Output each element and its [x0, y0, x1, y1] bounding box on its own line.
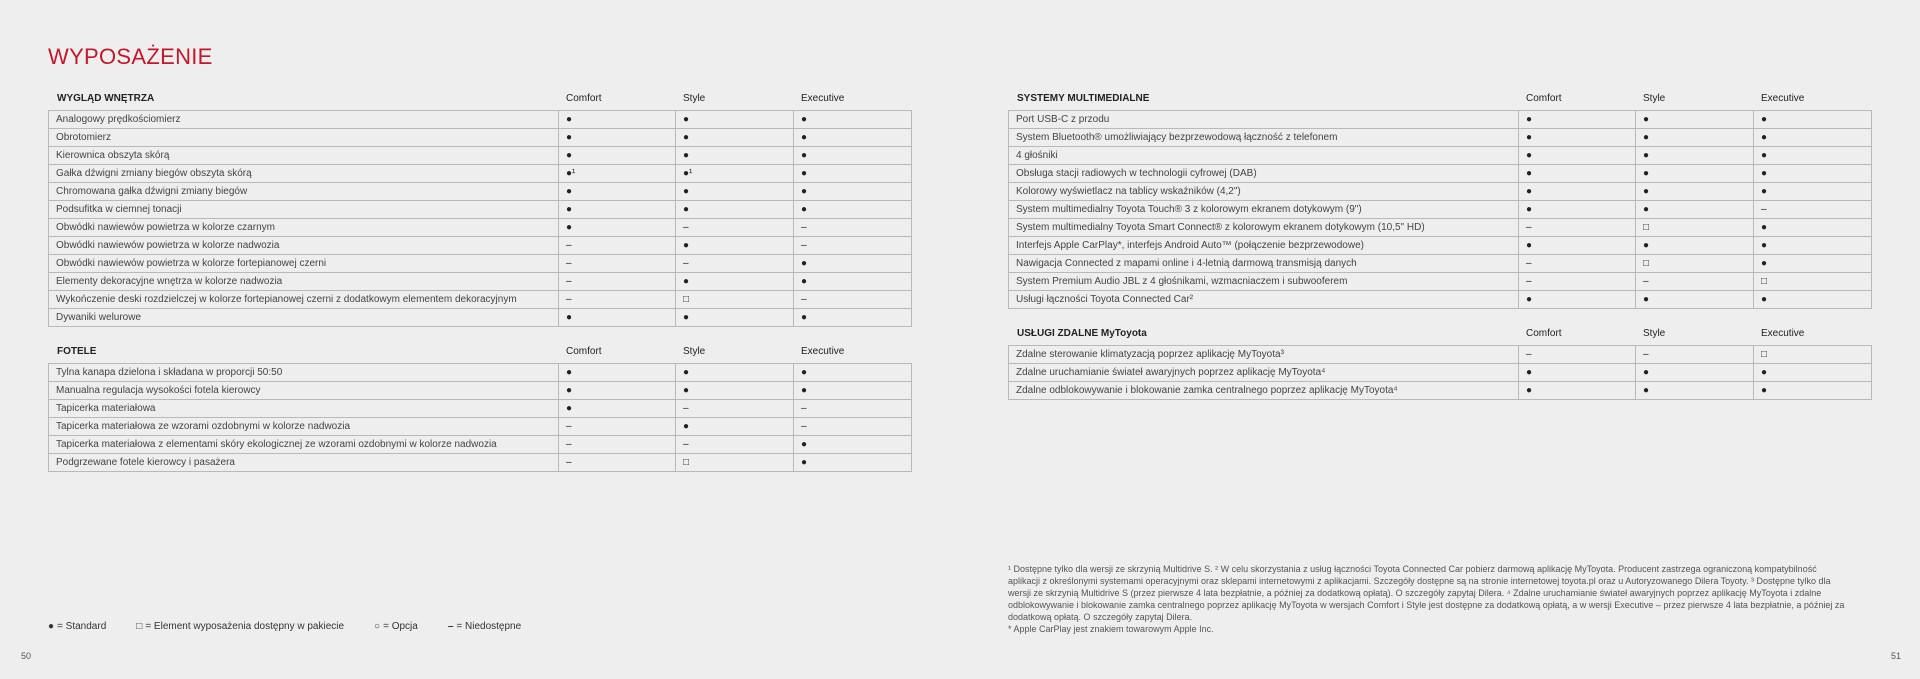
availability-style: –: [676, 219, 794, 237]
table-row: [49, 364, 912, 382]
availability-comfort: ●: [559, 364, 676, 382]
availability-executive: ●: [794, 147, 912, 165]
availability-comfort: ●: [559, 400, 676, 418]
column-header-executive: Executive: [1761, 92, 1805, 104]
availability-style: ●: [1636, 201, 1754, 219]
feature-name: Elementy dekoracyjne wnętrza w kolorze nadwozia: [49, 273, 559, 291]
table-row: [1009, 165, 1872, 183]
availability-style: –: [676, 436, 794, 454]
legend-standard-symbol: ●: [48, 621, 55, 632]
feature-name: Obwódki nawiewów powietrza w kolorze nadwozia: [49, 237, 559, 255]
availability-style: ●: [676, 183, 794, 201]
column-header-style: Style: [1643, 92, 1666, 104]
availability-comfort: ●: [1519, 147, 1636, 165]
availability-executive: ●: [1754, 183, 1872, 201]
column-header-style: Style: [683, 345, 706, 357]
availability-executive: ●: [1754, 219, 1872, 237]
availability-comfort: ●: [559, 219, 676, 237]
availability-comfort: ●: [559, 147, 676, 165]
section-heading: FOTELE: [57, 345, 97, 357]
table-row: [49, 255, 912, 273]
feature-name: Nawigacja Connected z mapami online i 4-letnią darmową transmisją danych: [1009, 255, 1519, 273]
table-row: [49, 129, 912, 147]
availability-comfort: –: [559, 237, 676, 255]
availability-executive: ●: [1754, 129, 1872, 147]
availability-style: –: [676, 400, 794, 418]
table-row: [49, 219, 912, 237]
availability-style: ●: [676, 273, 794, 291]
table-row: [1009, 129, 1872, 147]
availability-executive: ●: [794, 382, 912, 400]
availability-style: ●: [676, 382, 794, 400]
legend-standard: [48, 621, 106, 632]
availability-executive: ●: [794, 111, 912, 129]
footnote-apple: * Apple CarPlay jest znakiem towarowym Apple Inc.: [1008, 624, 1214, 634]
availability-executive: ●: [794, 273, 912, 291]
availability-comfort: –: [559, 418, 676, 436]
availability-comfort: ●: [1519, 291, 1636, 309]
availability-comfort: ●: [559, 201, 676, 219]
table-row: [1009, 219, 1872, 237]
availability-comfort: –: [1519, 219, 1636, 237]
table-row: [49, 436, 912, 454]
feature-table: [1008, 345, 1872, 400]
availability-style: ●: [1636, 364, 1754, 382]
availability-comfort: ●: [1519, 364, 1636, 382]
table-row: [49, 454, 912, 472]
availability-executive: ●: [1754, 237, 1872, 255]
feature-table: [48, 110, 912, 327]
availability-style: ●: [1636, 291, 1754, 309]
availability-style: ●: [676, 201, 794, 219]
availability-comfort: –: [1519, 346, 1636, 364]
column-header-executive: Executive: [801, 92, 845, 104]
legend-package-symbol: □: [136, 621, 143, 632]
section-heading: WYGLĄD WNĘTRZA: [57, 92, 155, 104]
column-header-comfort: Comfort: [1526, 92, 1562, 104]
availability-executive: ●: [1754, 364, 1872, 382]
availability-executive: –: [1754, 201, 1872, 219]
availability-executive: ●: [794, 201, 912, 219]
availability-style: ●: [1636, 183, 1754, 201]
feature-name: Podsufitka w ciemnej tonacji: [49, 201, 559, 219]
availability-executive: ●: [794, 129, 912, 147]
legend-standard-label: = Standard: [57, 621, 107, 632]
table-row: [1009, 111, 1872, 129]
availability-executive: □: [1754, 346, 1872, 364]
availability-style: –: [1636, 346, 1754, 364]
table-row: [49, 418, 912, 436]
legend-package-label: = Element wyposażenia dostępny w pakiecie: [145, 621, 345, 632]
table-row: [1009, 382, 1872, 400]
availability-executive: ●: [1754, 147, 1872, 165]
availability-style: □: [676, 454, 794, 472]
feature-name: System Bluetooth® umożliwiający bezprzewodową łączność z telefonem: [1009, 129, 1519, 147]
availability-executive: ●: [794, 183, 912, 201]
page-title: WYPOSAŻENIE: [48, 44, 213, 69]
availability-style: ●: [1636, 111, 1754, 129]
table-row: [1009, 273, 1872, 291]
legend-unavailable-symbol: –: [447, 621, 454, 632]
availability-executive: ●: [794, 364, 912, 382]
table-row: [49, 147, 912, 165]
availability-style: ●: [1636, 129, 1754, 147]
feature-name: System Premium Audio JBL z 4 głośnikami, wzmacniaczem i subwooferem: [1009, 273, 1519, 291]
availability-style: ●: [676, 364, 794, 382]
column-header-comfort: Comfort: [1526, 327, 1562, 339]
feature-name: Dywaniki welurowe: [49, 309, 559, 327]
feature-name: 4 głośniki: [1009, 147, 1519, 165]
feature-name: Podgrzewane fotele kierowcy i pasażera: [49, 454, 559, 472]
table-row: [49, 201, 912, 219]
availability-executive: ●: [794, 309, 912, 327]
availability-executive: ●: [1754, 111, 1872, 129]
table-row: [1009, 346, 1872, 364]
feature-name: Zdalne odblokowywanie i blokowanie zamka centralnego poprzez aplikację MyToyota⁴: [1009, 382, 1519, 400]
feature-table: [48, 363, 912, 472]
table-row: [1009, 255, 1872, 273]
availability-comfort: ●: [1519, 201, 1636, 219]
feature-name: Gałka dźwigni zmiany biegów obszyta skórą: [49, 165, 559, 183]
availability-executive: ●: [794, 165, 912, 183]
legend-package: [136, 621, 344, 632]
availability-comfort: –: [559, 255, 676, 273]
feature-name: System multimedialny Toyota Touch® 3 z kolorowym ekranem dotykowym (9"): [1009, 201, 1519, 219]
availability-style: ●: [676, 129, 794, 147]
feature-name: Obsługa stacji radiowych w technologii cyfrowej (DAB): [1009, 165, 1519, 183]
legend-unavailable: [448, 621, 521, 632]
availability-comfort: ●¹: [559, 165, 676, 183]
table-row: [1009, 237, 1872, 255]
availability-executive: ●: [1754, 291, 1872, 309]
availability-executive: ●: [1754, 382, 1872, 400]
table-row: [1009, 147, 1872, 165]
feature-name: Tapicerka materiałowa z elementami skóry ekologicznej ze wzorami ozdobnymi w kolorze nadwozia: [49, 436, 559, 454]
availability-style: ●: [676, 111, 794, 129]
availability-style: –: [676, 255, 794, 273]
availability-style: ●: [1636, 165, 1754, 183]
feature-name: Obwódki nawiewów powietrza w kolorze fortepianowej czerni: [49, 255, 559, 273]
feature-name: Obwódki nawiewów powietrza w kolorze czarnym: [49, 219, 559, 237]
column-header-comfort: Comfort: [566, 92, 602, 104]
availability-style: ●: [676, 309, 794, 327]
feature-name: Analogowy prędkościomierz: [49, 111, 559, 129]
feature-name: Kolorowy wyświetlacz na tablicy wskaźników (4,2"): [1009, 183, 1519, 201]
legend-unavailable-label: = Niedostępne: [456, 621, 522, 632]
availability-comfort: ●: [1519, 237, 1636, 255]
availability-executive: –: [794, 291, 912, 309]
availability-comfort: ●: [1519, 382, 1636, 400]
availability-comfort: –: [1519, 273, 1636, 291]
availability-style: ●: [676, 418, 794, 436]
table-row: [1009, 291, 1872, 309]
availability-executive: –: [794, 418, 912, 436]
feature-name: Zdalne uruchamianie świateł awaryjnych poprzez aplikację MyToyota⁴: [1009, 364, 1519, 382]
page-number-left: 50: [21, 651, 32, 661]
availability-executive: ●: [1754, 255, 1872, 273]
table-row: [49, 382, 912, 400]
feature-name: Usługi łączności Toyota Connected Car²: [1009, 291, 1519, 309]
availability-executive: ●: [794, 255, 912, 273]
footnote-main: ¹ Dostępne tylko dla wersji ze skrzynią Multidrive S. ² W celu skorzystania z usług łączności Toyota Connected Car pobierz darmową aplikację MyToyota. Producent zastrzega ograniczoną kompatybilność aplikacji z określonymi systemami operacyjnymi oraz sklepami internetowymi z aplikacjami. Szczegóły dostępne są na stronie internetowej toyota.pl oraz u Autoryzowanego Dilera Toyoty. ³ Dostępne tylko dla wersji ze skrzynią Multidrive S (przez pierwsze 4 lata bezpłatnie, a później za dodatkową opłatą). O szczegóły zapytaj Dilera. ⁴ Zdalne uruchamianie świateł awaryjnych poprzez aplikację MyToyota i zdalne odblokowywanie i blokowanie zamka centralnego poprzez aplikację MyToyota w wersjach Comfort i Style jest dostępne za dodatkową opłatą, a w wersji Executive – przez pierwsze 4 lata bezpłatnie, a później za dodatkową opłatą. O szczegóły zapytaj Dilera.: [1008, 564, 1845, 622]
feature-name: Zdalne sterowanie klimatyzacją poprzez aplikację MyToyota³: [1009, 346, 1519, 364]
section-heading: USŁUGI ZDALNE MyToyota: [1017, 327, 1147, 339]
footnotes: [1008, 563, 1848, 635]
section-header: [1008, 323, 1871, 343]
feature-name: System multimedialny Toyota Smart Connect® z kolorowym ekranem dotykowym (10,5" HD): [1009, 219, 1519, 237]
availability-comfort: –: [559, 291, 676, 309]
availability-comfort: ●: [559, 129, 676, 147]
table-row: [49, 309, 912, 327]
legend: [48, 621, 551, 632]
feature-table: [1008, 110, 1872, 309]
availability-comfort: ●: [559, 111, 676, 129]
feature-name: Obrotomierz: [49, 129, 559, 147]
availability-style: –: [1636, 273, 1754, 291]
availability-comfort: –: [559, 273, 676, 291]
availability-executive: ●: [794, 454, 912, 472]
availability-executive: □: [1754, 273, 1872, 291]
legend-option: [374, 621, 418, 632]
left-page: [48, 88, 911, 472]
page-number-right: 51: [1891, 651, 1902, 661]
column-header-comfort: Comfort: [566, 345, 602, 357]
legend-option-symbol: ○: [374, 621, 381, 632]
availability-executive: ●: [794, 436, 912, 454]
feature-name: Tapicerka materiałowa ze wzorami ozdobnymi w kolorze nadwozia: [49, 418, 559, 436]
table-row: [49, 400, 912, 418]
table-row: [49, 183, 912, 201]
section-header: [48, 341, 911, 361]
table-row: [49, 165, 912, 183]
availability-style: □: [1636, 219, 1754, 237]
availability-comfort: ●: [1519, 111, 1636, 129]
legend-option-label: = Opcja: [383, 621, 418, 632]
column-header-style: Style: [683, 92, 706, 104]
feature-name: Chromowana gałka dźwigni zmiany biegów: [49, 183, 559, 201]
table-row: [49, 273, 912, 291]
availability-comfort: ●: [1519, 165, 1636, 183]
availability-comfort: ●: [559, 382, 676, 400]
availability-executive: –: [794, 400, 912, 418]
table-row: [49, 291, 912, 309]
availability-comfort: –: [1519, 255, 1636, 273]
section-heading: SYSTEMY MULTIMEDIALNE: [1017, 92, 1150, 104]
availability-executive: –: [794, 237, 912, 255]
table-row: [1009, 364, 1872, 382]
availability-style: ●: [1636, 147, 1754, 165]
column-header-executive: Executive: [801, 345, 845, 357]
table-row: [49, 237, 912, 255]
availability-executive: –: [794, 219, 912, 237]
availability-style: □: [1636, 255, 1754, 273]
availability-style: ●: [676, 147, 794, 165]
availability-comfort: –: [559, 436, 676, 454]
column-header-executive: Executive: [1761, 327, 1805, 339]
feature-name: Wykończenie deski rozdzielczej w kolorze fortepianowej czerni z dodatkowym elementem dekoracyjnym: [49, 291, 559, 309]
availability-comfort: ●: [1519, 129, 1636, 147]
feature-name: Interfejs Apple CarPlay*, interfejs Android Auto™ (połączenie bezprzewodowe): [1009, 237, 1519, 255]
availability-executive: ●: [1754, 165, 1872, 183]
availability-style: ●: [1636, 237, 1754, 255]
section-header: [1008, 88, 1871, 108]
right-page: [1008, 88, 1871, 400]
availability-comfort: ●: [559, 309, 676, 327]
availability-style: □: [676, 291, 794, 309]
availability-style: ●: [1636, 382, 1754, 400]
column-header-style: Style: [1643, 327, 1666, 339]
feature-name: Manualna regulacja wysokości fotela kierowcy: [49, 382, 559, 400]
table-row: [49, 111, 912, 129]
feature-name: Kierownica obszyta skórą: [49, 147, 559, 165]
table-row: [1009, 201, 1872, 219]
feature-name: Port USB-C z przodu: [1009, 111, 1519, 129]
availability-comfort: –: [559, 454, 676, 472]
feature-name: Tylna kanapa dzielona i składana w proporcji 50:50: [49, 364, 559, 382]
section-header: [48, 88, 911, 108]
feature-name: Tapicerka materiałowa: [49, 400, 559, 418]
availability-comfort: ●: [1519, 183, 1636, 201]
availability-style: ●¹: [676, 165, 794, 183]
availability-style: ●: [676, 237, 794, 255]
table-row: [1009, 183, 1872, 201]
availability-comfort: ●: [559, 183, 676, 201]
